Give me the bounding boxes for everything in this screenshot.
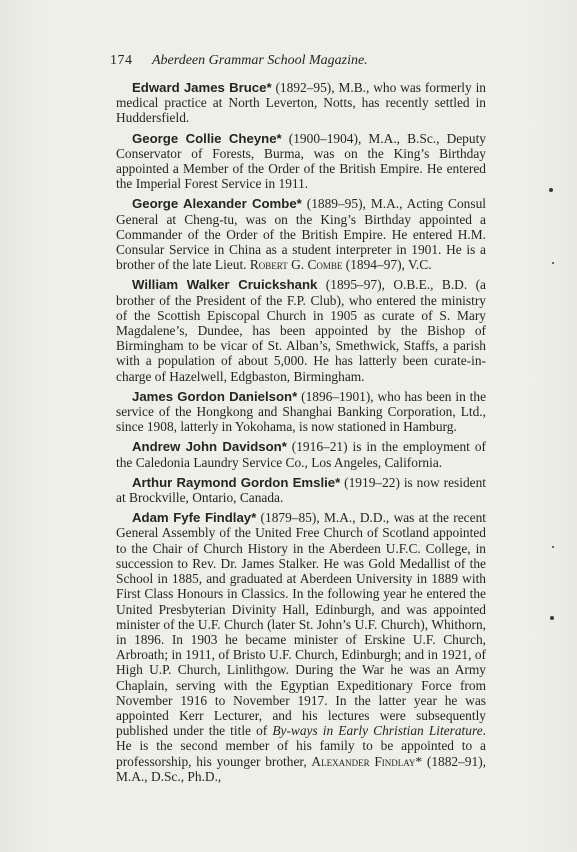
running-title: Aberdeen Grammar School Magazine. — [152, 53, 368, 68]
entry-cheyne — [116, 131, 486, 192]
entry-name: Andrew John Davidson* — [132, 439, 287, 455]
entry-name: Arthur Raymond Gordon Emslie* — [132, 474, 341, 490]
entry-name: William Walker Cruickshank — [132, 277, 318, 293]
entry-text: (1889–95), M.A., Acting Consul General at Cheng-tu, was on the King’s Birthday appointed a Commander of the Order of the British Empire. He entered H.M. Consular Service in China as a student interpreter in 1901. He is a brother of the late Lieut. — [116, 196, 486, 273]
ink-speck — [552, 262, 554, 264]
entry-text-tail: . He is the second member of his family to be appointed to a professorship, his younger brother, — [116, 723, 486, 769]
entry-name: Edward James Bruce* — [132, 80, 272, 95]
entry-name: Adam Fyfe Findlay* — [132, 510, 257, 526]
book-title: By-ways in Early Christian Literature — [272, 723, 483, 739]
ink-speck — [552, 546, 554, 548]
entry-text: (1919–22) is now resident at Brockville, Ontario, Canada. — [116, 474, 486, 506]
article-body — [116, 80, 486, 789]
page-number: 174 — [110, 53, 133, 68]
ink-speck — [549, 188, 553, 192]
entry-smallcaps-name: Alexander Findlay* — [311, 753, 423, 769]
entry-text: (1879–85), M.A., D.D., was at the recent General Assembly of the United Free Church of Scotland appointed to the Chair of Church History in the Aberdeen U.F.C. College, in succession to Rev. Dr. James Stalker. He was Gold Medallist of the School in 1885, and graduated at Aberdeen University in 1889 with First Class Honours in Classics. In the following year he entered the United Presbyterian Divinity Hall, Edinburgh, and was appointed minister of the U.F. Church (later St. John’s U.F. Church), Whithorn, in 1896. In 1903 he became minister of Erskine U.F. Church, Arbroath; in 1911, of Bristo U.F. Church, Edinburgh; and in 1921, of High U.P. Church, Linlithgow. During the War he was an Army Chaplain, serving with the Egyptian Expeditionary Force from November 1916 to November 1917. In the latter year he was appointed Kerr Lecturer, and his lectures were subsequently published under the title of — [116, 510, 486, 739]
entry-findlay — [116, 510, 486, 784]
entry-text: (1895–97), O.B.E., B.D. (a brother of the President of the F.P. Club), who entered the ministry of the Scottish Episcopal Church in 1905 as curate of S. Mary Magdalene’s, Dundee, has been appointed by the Bishop of Birmingham to be vicar of St. Alban’s, Smethwick, Staffs, a parish with a population of about 5,000. He has latterly been curate-in-charge of Hazelwell, Edgbaston, Birmingham. — [116, 277, 486, 384]
entry-text-tail-2: (1882–91), M.A., D.Sc., Ph.D., — [116, 753, 487, 784]
entry-emslie — [116, 475, 486, 505]
entry-name: George Alexander Combe* — [132, 196, 302, 212]
ink-speck — [550, 616, 554, 620]
entry-davidson — [116, 439, 486, 469]
entry-name: George Collie Cheyne* — [132, 130, 282, 146]
entry-text: (1916–21) is in the employment of the Caledonia Laundry Service Co., Los Angeles, California. — [116, 439, 486, 470]
page-header — [110, 52, 490, 70]
entry-danielson — [116, 389, 486, 435]
entry-text-tail: (1894–97), V.C. — [342, 257, 432, 273]
entry-text: (1900–1904), M.A., B.Sc., Deputy Conservator of Forests, Burma, was on the King’s Birthday appointed a Member of the Order of the British Empire. He entered the Imperial Forest Service in 1911. — [116, 130, 486, 192]
entry-combe — [116, 196, 486, 272]
entry-name: James Gordon Danielson* — [132, 388, 298, 404]
entry-text: (1896–1901), who has been in the service of the Hongkong and Shanghai Banking Corporation, Ltd., since 1908, latterly in Yokohama, is now stationed in Hamburg. — [116, 388, 487, 435]
entry-text: (1892–95), M.B., who was formerly in medical practice at North Leverton, Notts, has recently settled in Huddersfield. — [116, 80, 486, 126]
entry-smallcaps-name: Robert G. Combe — [249, 257, 343, 273]
entry-cruickshank — [116, 277, 486, 383]
entry-bruce — [116, 80, 486, 126]
